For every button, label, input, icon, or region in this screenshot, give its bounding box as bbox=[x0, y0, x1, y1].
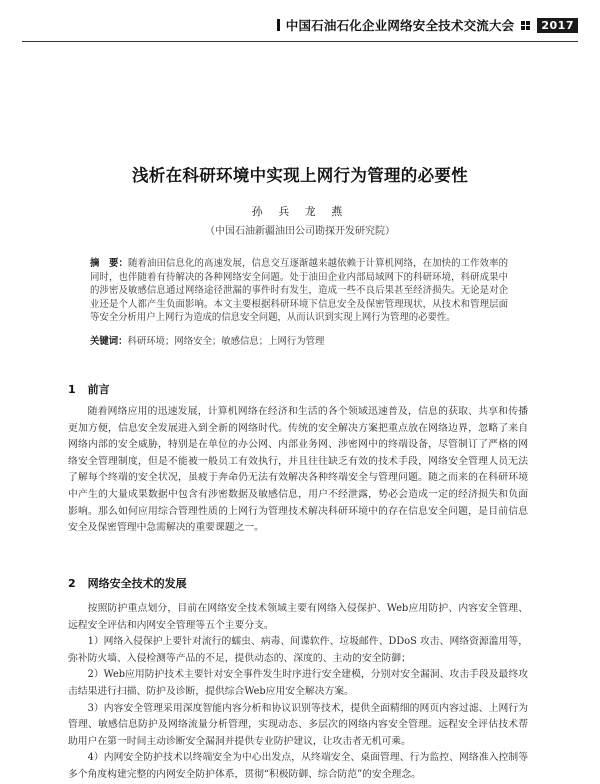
paragraph: 2）Web应用防护技术主要针对安全事件发生时序进行安全建模，分别对安全漏洞、攻击手段及最终攻击结果进行扫描、防护及诊断，提供综合Web应用安全解决方案。 bbox=[68, 669, 528, 697]
abstract-label: 摘 要： bbox=[90, 258, 129, 269]
section-number: 1 bbox=[68, 383, 76, 396]
keywords bbox=[90, 335, 508, 348]
section-body bbox=[68, 601, 528, 784]
paper-title: 浅析在科研环境中实现上网行为管理的必要性 bbox=[132, 166, 468, 185]
conference-title: 中国石油石化企业网络安全技术交流大会 bbox=[285, 18, 515, 33]
abstract bbox=[90, 257, 508, 325]
paragraph: 4）内网安全防护技术以终端安全为中心出发点，从终端安全、桌面管理、行为监控、网络准入控制等多个角度构建完整的内网安全防护体系，贯彻“积极防御、综合防范”的安全理念。 bbox=[68, 752, 528, 780]
section-body bbox=[68, 404, 528, 537]
section-title: 前言 bbox=[87, 383, 110, 396]
abstract-text: 随着油田信息化的高速发展，信息交互逐渐越来越依赖于计算机网络，在加快的工作效率的同时，也伴随着有待解决的各种网络安全问题。处于油田企业内部局域网下的科研环境，科研成果中的涉密及敏感信息通过网络途径泄漏的事件时有发生，造成一些不良后果甚至经济损失。无论是对企业还是个人都产生负面影响。本文主要根据科研环境下信息安全及保密管理现状，从技术和管理层面等安全分析用户上网行为造成的信息安全问题，从而认识到实现上网行为管理的必要性。 bbox=[90, 258, 508, 324]
paper-affiliation: （中国石油新疆油田公司勘探开发研究院） bbox=[205, 226, 395, 237]
square-dots-icon bbox=[521, 21, 530, 30]
section-heading bbox=[68, 575, 187, 591]
paragraph: 按照防护重点划分，目前在网络安全技术领域主要有网络入侵保护、Web应用防护、内容安全管理、远程安全评估和内网安全管理等五个主要分支。 bbox=[68, 603, 528, 631]
keywords-text: 科研环境；网络安全；敏感信息；上网行为管理 bbox=[127, 336, 325, 347]
paragraph: 3）内容安全管理采用深度智能内容分析和协议识别等技术，提供全面精细的网页内容过滤、上网行为管理、敏感信息防护及网络流量分析管理，实现动态、多层次的网络内容安全管理。远程安全评估技术帮助用户在第一时间主动诊断安全漏洞并提供专业防护建议，让攻击者无机可乘。 bbox=[68, 702, 528, 747]
section-heading bbox=[68, 381, 110, 397]
conference-year: 2017 bbox=[537, 18, 578, 33]
paper-authors: 孙 兵 龙 燕 bbox=[251, 205, 349, 218]
header-rule bbox=[22, 41, 578, 42]
keywords-label: 关键词： bbox=[90, 336, 128, 347]
paragraph: 1）网络入侵保护上要针对流行的蠕虫、病毒、间谍软件、垃圾邮件、DDoS 攻击、网络资源滥用等，弥补防火墙、入侵检测等产品的不足，提供动态的、深度的、主动的安全防御； bbox=[68, 636, 528, 664]
paragraph: 随着网络应用的迅速发展，计算机网络在经济和生活的各个领域迅速普及，信息的获取、共享和传播更加方便，信息安全发展进入到全新的网络时代。传统的安全解决方案把重点放在网络边界，忽略了来自网络内部的安全威胁，特别是在单位的办公网、内部业务网、涉密网中的终端设备，尽管制订了严格的网络安全管理制度，但是不能被一般员工有效执行，并且往往缺乏有效的技术手段，网络安全管理人员无法了解每个终端的安全状况，虽疲于奔命仍无法有效解决各种终端安全与管理问题。随之而来的在科研环境中产生的大量成果数据中包含有涉密数据及敏感信息，用户不经泄露，势必会造成一定的经济损失和负面影响。那么如何应用综合管理性质的上网行为管理技术解决科研环境中的存在信息安全问题，是目前信息安全及保密管理中急需解决的重要课题之一。 bbox=[68, 406, 528, 534]
section-title: 网络安全技术的发展 bbox=[87, 577, 187, 590]
section-number: 2 bbox=[68, 577, 76, 590]
header-bar-mark bbox=[277, 19, 280, 31]
running-header bbox=[277, 10, 578, 40]
